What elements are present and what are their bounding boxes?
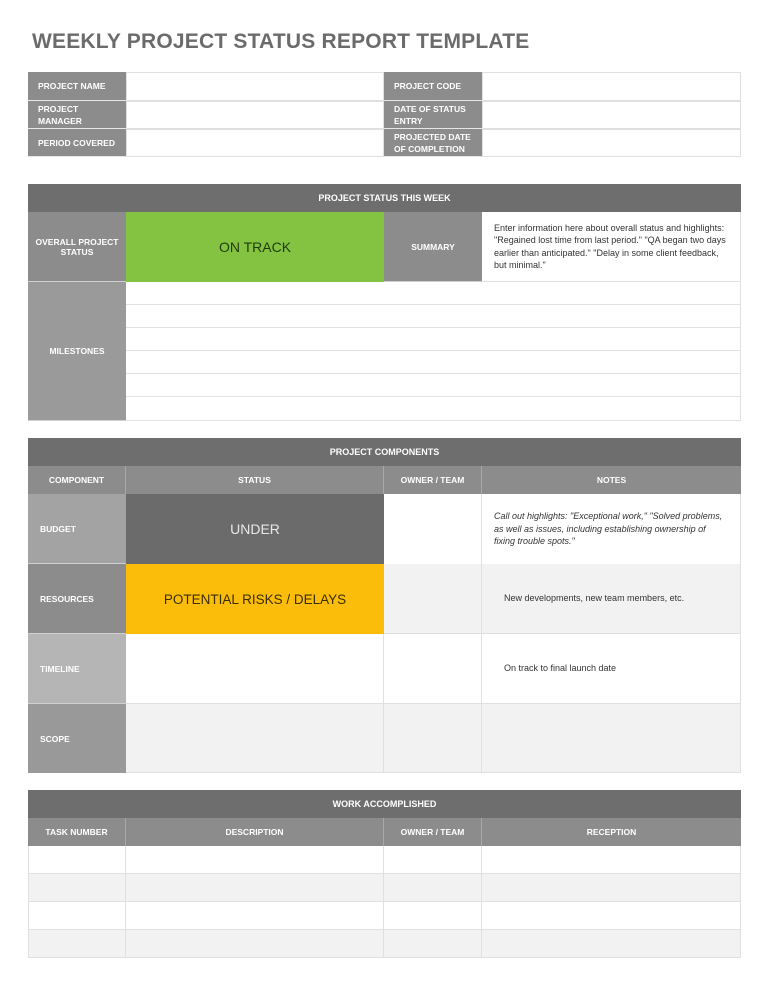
scope-notes[interactable] bbox=[482, 704, 741, 773]
component-timeline-label: TIMELINE bbox=[28, 634, 126, 704]
status-this-week-header: PROJECT STATUS THIS WEEK bbox=[28, 184, 741, 212]
column-header-notes: NOTES bbox=[482, 466, 741, 494]
project-code-field[interactable] bbox=[482, 72, 741, 101]
work-description-cell[interactable] bbox=[126, 846, 384, 874]
project-code-label: PROJECT CODE bbox=[384, 72, 482, 101]
project-name-field[interactable] bbox=[126, 72, 384, 101]
work-reception-cell[interactable] bbox=[482, 846, 741, 874]
overall-status-value[interactable]: ON TRACK bbox=[126, 212, 384, 282]
component-budget-label: BUDGET bbox=[28, 494, 126, 564]
project-components-header: PROJECT COMPONENTS bbox=[28, 438, 741, 466]
projected-completion-field[interactable] bbox=[482, 129, 741, 157]
work-reception-cell[interactable] bbox=[482, 930, 741, 958]
work-task-number-cell[interactable] bbox=[28, 930, 126, 958]
resources-status[interactable]: POTENTIAL RISKS / DELAYS bbox=[126, 564, 384, 634]
milestone-row[interactable] bbox=[126, 328, 741, 351]
timeline-owner[interactable] bbox=[384, 634, 482, 704]
work-task-number-cell[interactable] bbox=[28, 874, 126, 902]
date-of-status-entry-label: DATE OF STATUS ENTRY bbox=[384, 101, 482, 129]
milestone-row[interactable] bbox=[126, 397, 741, 421]
component-resources-label: RESOURCES bbox=[28, 564, 126, 634]
budget-status[interactable]: UNDER bbox=[126, 494, 384, 564]
column-header-owner-team: OWNER / TEAM bbox=[384, 818, 482, 846]
work-description-cell[interactable] bbox=[126, 902, 384, 930]
timeline-status[interactable] bbox=[126, 634, 384, 704]
period-covered-field[interactable] bbox=[126, 129, 384, 157]
scope-owner[interactable] bbox=[384, 704, 482, 773]
project-name-label: PROJECT NAME bbox=[28, 72, 126, 101]
work-owner-cell[interactable] bbox=[384, 846, 482, 874]
column-header-description: DESCRIPTION bbox=[126, 818, 384, 846]
overall-project-status-label: OVERALL PROJECT STATUS bbox=[28, 212, 126, 282]
milestone-row[interactable] bbox=[126, 374, 741, 397]
date-of-status-entry-field[interactable] bbox=[482, 101, 741, 129]
scope-status[interactable] bbox=[126, 704, 384, 773]
milestone-row[interactable] bbox=[126, 282, 741, 305]
component-scope-label: SCOPE bbox=[28, 704, 126, 773]
work-reception-cell[interactable] bbox=[482, 902, 741, 930]
work-reception-cell[interactable] bbox=[482, 874, 741, 902]
project-manager-label: PROJECT MANAGER bbox=[28, 101, 126, 129]
work-owner-cell[interactable] bbox=[384, 930, 482, 958]
resources-notes[interactable]: New developments, new team members, etc. bbox=[482, 564, 741, 634]
column-header-reception: RECEPTION bbox=[482, 818, 741, 846]
work-description-cell[interactable] bbox=[126, 874, 384, 902]
milestones-label: MILESTONES bbox=[28, 282, 126, 421]
column-header-task-number: TASK NUMBER bbox=[28, 818, 126, 846]
project-manager-field[interactable] bbox=[126, 101, 384, 129]
summary-label: SUMMARY bbox=[384, 212, 482, 282]
page-title: WEEKLY PROJECT STATUS REPORT TEMPLATE bbox=[32, 30, 530, 53]
timeline-notes[interactable]: On track to final launch date bbox=[482, 634, 741, 704]
summary-text[interactable]: Enter information here about overall status and highlights: "Regained lost time from last period." "QA began two days earlier than anticipated." "Delay in some client feedback, but minimal." bbox=[482, 212, 741, 282]
column-header-owner-team: OWNER / TEAM bbox=[384, 466, 482, 494]
work-owner-cell[interactable] bbox=[384, 874, 482, 902]
period-covered-label: PERIOD COVERED bbox=[28, 129, 126, 157]
work-description-cell[interactable] bbox=[126, 930, 384, 958]
milestone-row[interactable] bbox=[126, 305, 741, 328]
work-owner-cell[interactable] bbox=[384, 902, 482, 930]
projected-completion-label: PROJECTED DATE OF COMPLETION bbox=[384, 129, 482, 157]
milestone-row[interactable] bbox=[126, 351, 741, 374]
budget-notes[interactable]: Call out highlights: "Exceptional work," "Solved problems, as well as issues, including establishing ownership of fixing trouble spots." bbox=[482, 494, 741, 564]
column-header-component: COMPONENT bbox=[28, 466, 126, 494]
work-accomplished-header: WORK ACCOMPLISHED bbox=[28, 790, 741, 818]
resources-owner[interactable] bbox=[384, 564, 482, 634]
budget-owner[interactable] bbox=[384, 494, 482, 564]
column-header-status: STATUS bbox=[126, 466, 384, 494]
work-task-number-cell[interactable] bbox=[28, 846, 126, 874]
work-task-number-cell[interactable] bbox=[28, 902, 126, 930]
